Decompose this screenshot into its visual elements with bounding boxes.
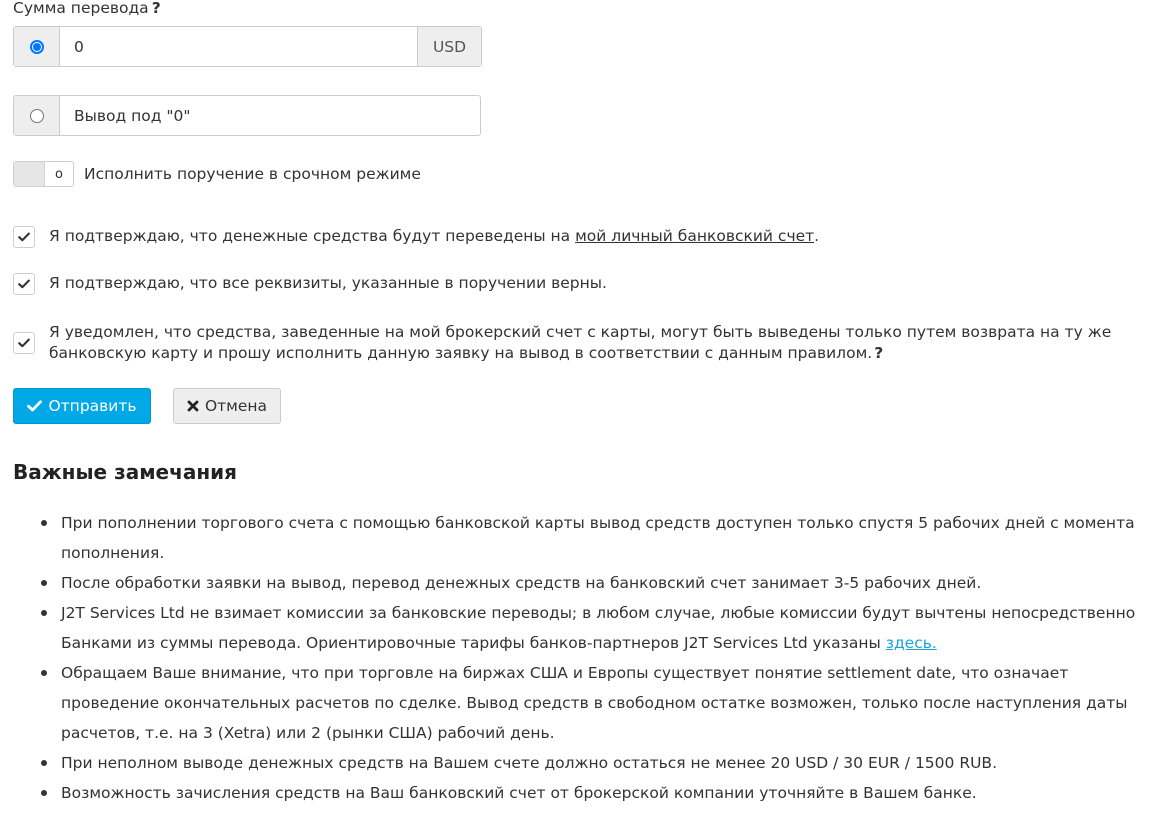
withdraw-zero-input-group: [13, 95, 481, 136]
confirm-text-suffix: .: [814, 227, 820, 245]
submit-label: Отправить: [48, 397, 137, 415]
checkmark-icon: [18, 279, 30, 289]
notes-title: Важные замечания: [13, 460, 238, 484]
personal-account-link[interactable]: мой личный банковский счет: [575, 227, 815, 245]
urgent-label: Исполнить поручение в срочном режиме: [84, 165, 421, 183]
list-item: После обработки заявки на вывод, перевод денежных средств на банковский счет занимает 3-5 рабочих дней.: [61, 568, 1138, 598]
confirm-personal-account-text: [49, 226, 819, 247]
confirm-card-rule-text: [49, 322, 1123, 364]
urgent-toggle[interactable]: [13, 161, 74, 187]
toggle-state: o: [55, 166, 63, 182]
list-item: При пополнении торгового счета с помощью банковской карты вывод средств доступен только спустя 5 рабочих дней с момента пополнения.: [61, 508, 1138, 568]
card-rule-help-icon[interactable]: ?: [874, 344, 884, 362]
confirm-details-text: Я подтверждаю, что все реквизиты, указанные в поручении верны.: [49, 274, 607, 292]
amount-label: [13, 0, 161, 17]
confirm-card-rule-row: [13, 322, 1123, 364]
times-icon: [187, 400, 199, 412]
amount-label-text: Сумма перевода: [13, 0, 149, 17]
tariffs-link[interactable]: здесь.: [885, 634, 937, 652]
card-rule-text: Я уведомлен, что средства, заведенные на мой брокерский счет с карты, могут быть выведены только путем возврата на ту же банковскую карту и прошу исполнить данную заявку на вывод в соответствии с данным правилом.: [49, 323, 1112, 362]
submit-button[interactable]: [13, 388, 151, 424]
list-item-text: J2T Services Ltd не взимает комиссии за банковские переводы; в любом случае, любые комиссии будут вычтены непосредственно Банками из суммы перевода. Ориентировочные тарифы банков-партнеров J2T Services Ltd указаны: [61, 604, 1136, 652]
amount-radio-cell[interactable]: [14, 27, 60, 66]
amount-help-icon[interactable]: ?: [151, 0, 161, 17]
currency-addon: USD: [417, 27, 481, 66]
toggle-knob: [14, 162, 45, 186]
list-item: Возможность зачисления средств на Ваш банковский счет от брокерской компании уточняйте в Вашем банке.: [61, 778, 1138, 808]
confirm-card-rule-checkbox[interactable]: [13, 332, 35, 354]
confirm-personal-account-checkbox[interactable]: [13, 226, 35, 248]
amount-input-group: [13, 26, 482, 67]
cancel-button[interactable]: [173, 388, 281, 424]
amount-input[interactable]: [60, 27, 417, 66]
list-item: [61, 598, 1138, 658]
checkmark-icon: [18, 232, 30, 242]
amount-radio[interactable]: [30, 40, 44, 54]
cancel-label: Отмена: [204, 397, 268, 415]
check-icon: [27, 400, 42, 412]
withdraw-zero-field[interactable]: [60, 96, 480, 135]
checkmark-icon: [18, 338, 30, 348]
confirm-details-checkbox[interactable]: [13, 273, 35, 295]
confirm-details-row: [13, 273, 1123, 295]
withdraw-zero-radio[interactable]: [30, 109, 44, 123]
confirm-text-part: Я подтверждаю, что денежные средства будут переведены на: [49, 227, 576, 245]
confirm-personal-account-row: [13, 226, 1123, 248]
withdraw-zero-radio-cell[interactable]: [14, 96, 60, 135]
list-item: Обращаем Ваше внимание, что при торговле на биржах США и Европы существует понятие settlement date, что означает проведение окончательных расчетов по сделке. Вывод средств в свободном остатке возможен, только после наступления даты расчетов, т.е. на 3 (Xetra) или 2 (рынки США) рабочий день.: [61, 658, 1138, 748]
urgent-row: [13, 161, 421, 187]
list-item: При неполном выводе денежных средств на Вашем счете должно остаться не менее 20 USD / 30 EUR / 1500 RUB.: [61, 748, 1138, 778]
notes-list: [13, 508, 1138, 808]
radio-selected-dot: [33, 43, 41, 51]
